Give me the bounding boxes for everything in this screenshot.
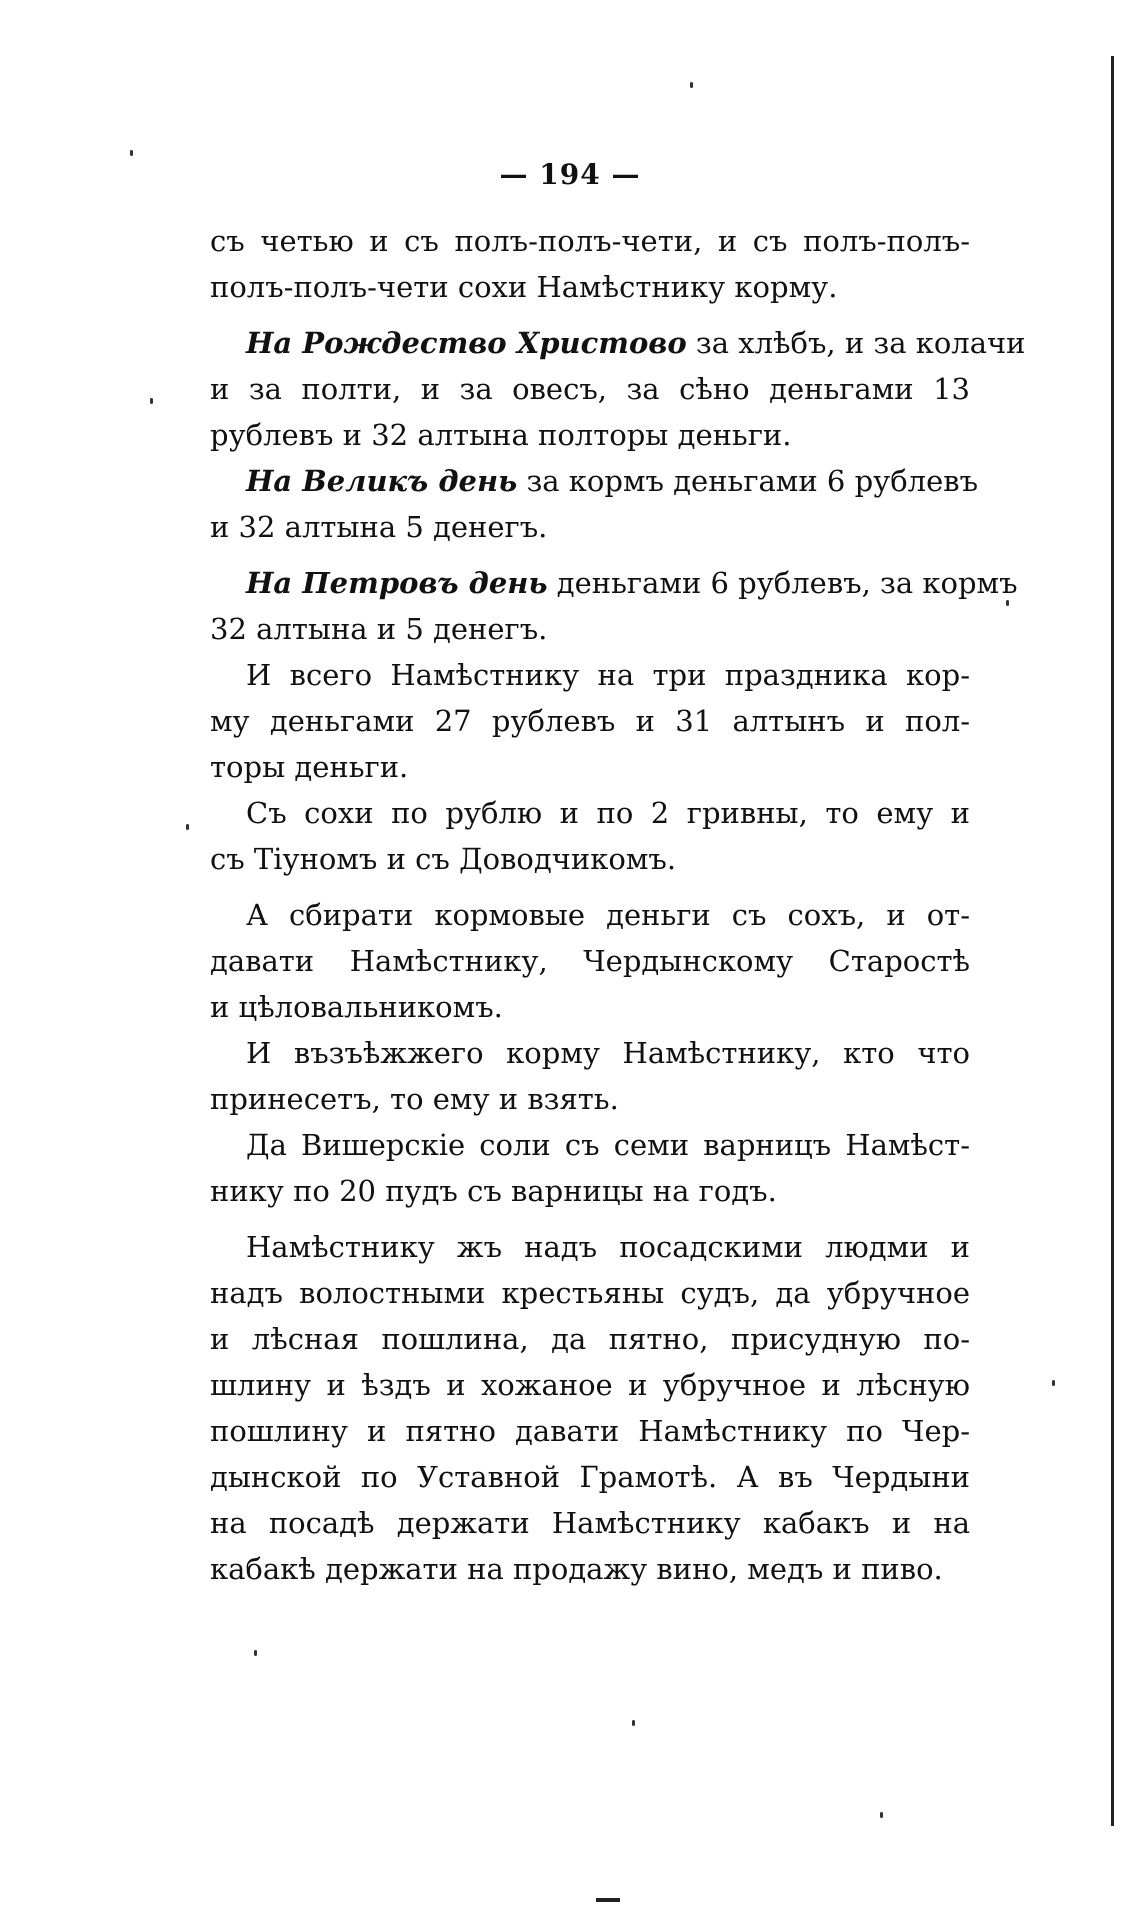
text-run: за хлѣбъ, и за колачи [686, 326, 1026, 360]
text-line: и лѣсная пошлина, да пятно, присудную по- [210, 1322, 970, 1356]
paragraph [210, 1030, 970, 1122]
scan-speck [690, 82, 693, 88]
text-line: и за полти, и за овесъ, за сѣно деньгами 13 [210, 372, 970, 406]
text-line [210, 560, 1018, 606]
text-line: кабакѣ держати на продажу вино, медъ и пиво. [210, 1552, 943, 1586]
italic-heading: На Рождество Христово [246, 326, 687, 360]
text-line: пошлину и пятно давати Намѣстнику по Чер- [210, 1414, 970, 1448]
text-line [210, 458, 979, 504]
paragraph [210, 1122, 970, 1214]
paragraph [210, 1224, 970, 1592]
text-line: съ четью и съ полъ-полъ-чети, и съ полъ-полъ- [210, 224, 970, 258]
text-line: надъ волостными крестьяны судъ, да убручное [210, 1276, 970, 1310]
text-run: за кормъ деньгами 6 рублевъ [517, 464, 979, 498]
scan-speck [1006, 600, 1009, 606]
text-line: Да Вишерскіе соли съ семи варницъ Намѣст- [246, 1128, 970, 1162]
text-line: полъ-полъ-чети сохи Намѣстнику корму. [210, 270, 838, 304]
paragraph [210, 892, 970, 1030]
scan-bottom-mark [596, 1898, 620, 1902]
text-line: И всего Намѣстнику на три праздника кор- [246, 658, 970, 692]
text-line: и 32 алтына 5 денегъ. [210, 510, 548, 544]
text-line: Намѣстнику жъ надъ посадскими людми и [246, 1230, 970, 1264]
text-line: на посадѣ держати Намѣстнику кабакъ и на [210, 1506, 970, 1540]
italic-heading: На Великъ день [246, 464, 518, 498]
paragraph [210, 790, 970, 882]
text-line: торы деньги. [210, 750, 409, 784]
body-text [210, 218, 1026, 1592]
text-line: А сбирати кормовые деньги съ сохъ, и от- [246, 898, 970, 932]
text-line: Съ сохи по рублю и по 2 гривны, то ему и [246, 796, 970, 830]
text-line: принесетъ, то ему и взять. [210, 1082, 619, 1116]
text-line: му деньгами 27 рублевъ и 31 алтынъ и пол- [210, 704, 970, 738]
text-line: давати Намѣстнику, Чердынскому Старостѣ [210, 944, 970, 978]
text-run: деньгами 6 рублевъ, за кормъ [547, 566, 1018, 600]
text-line: нику по 20 пудъ съ варницы на годъ. [210, 1174, 777, 1208]
text-line: 32 алтына и 5 денегъ. [210, 612, 548, 646]
paragraph [210, 218, 970, 310]
scan-speck [254, 1650, 257, 1656]
scan-speck [632, 1720, 635, 1726]
text-line: рублевъ и 32 алтына полторы деньги. [210, 418, 792, 452]
scan-speck [186, 824, 189, 830]
paragraph [210, 560, 1018, 652]
scan-speck [880, 1812, 883, 1818]
page-number: — 194 — [499, 158, 641, 191]
paragraph [210, 652, 970, 790]
text-line: съ Тіуномъ и съ Доводчикомъ. [210, 842, 677, 876]
text-line: шлину и ѣздъ и хожаное и убручное и лѣсную [210, 1368, 970, 1402]
paragraph [210, 320, 1026, 458]
text-line: И възъѣжжего корму Намѣстнику, кто что [246, 1036, 970, 1070]
italic-heading: На Петровъ день [246, 566, 548, 600]
scan-speck [130, 150, 133, 156]
paragraph [210, 458, 979, 550]
scan-speck [150, 398, 153, 404]
text-line: и цѣловальникомъ. [210, 990, 503, 1024]
text-line: дынской по Уставной Грамотѣ. А въ Чердыни [210, 1460, 970, 1494]
scan-speck [1052, 1380, 1055, 1386]
scan-edge-rule [1111, 56, 1114, 1826]
text-line [210, 320, 1026, 366]
